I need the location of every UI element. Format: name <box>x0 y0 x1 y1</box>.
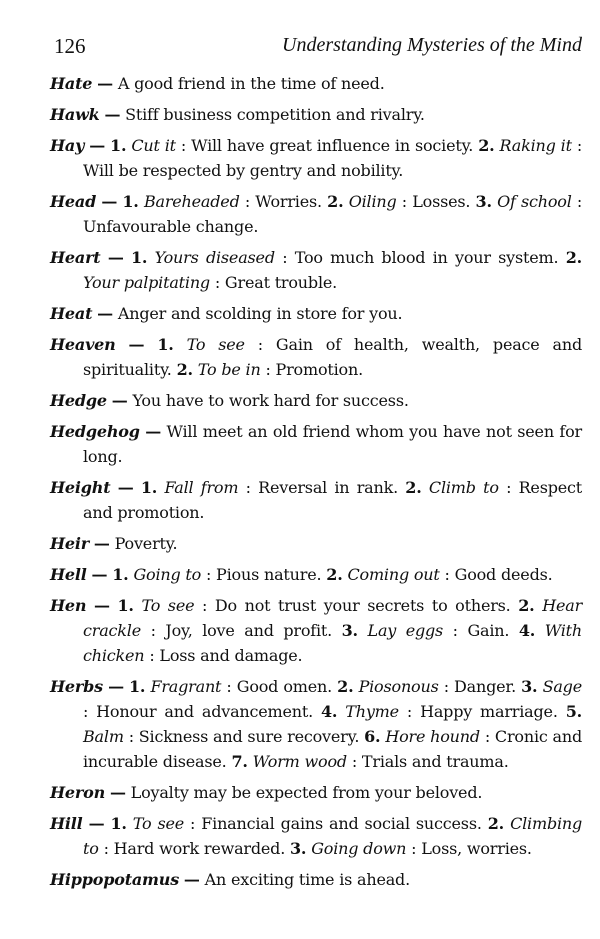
em-dash: — <box>88 814 105 833</box>
em-dash: — <box>93 534 110 553</box>
em-dash: — <box>145 422 162 441</box>
condition: Of school <box>497 192 572 211</box>
condition: To be in <box>197 360 261 379</box>
entry-term: Hen <box>50 596 87 615</box>
meaning: An exciting time is ahead. <box>204 870 410 889</box>
em-dash: — <box>104 105 121 124</box>
condition: Yours diseased <box>154 248 275 267</box>
meaning: : Unfavourable change. <box>83 192 583 236</box>
em-dash: — <box>91 565 108 584</box>
em-dash: — <box>111 391 128 410</box>
meaning: : Danger. <box>443 677 516 696</box>
dream-entry <box>50 475 582 525</box>
condition: Bareheaded <box>143 192 240 211</box>
entry-term: Hay <box>50 136 85 155</box>
sense-number: 2. <box>326 565 343 584</box>
meaning: : Reversal in rank. <box>245 478 398 497</box>
em-dash: — <box>108 677 124 696</box>
sense-number: 3. <box>341 621 358 640</box>
meaning: : Hard work rewarded. <box>103 839 286 858</box>
condition: Hear crackle <box>83 596 583 640</box>
sense-number: 2. <box>405 478 422 497</box>
entry-term: Hedge <box>50 391 107 410</box>
meaning: Stiff business competition and rivalry. <box>125 105 425 124</box>
entry-term: Herbs <box>50 677 103 696</box>
sense-number: 1. <box>157 335 174 354</box>
meaning: : Great trouble. <box>214 273 338 292</box>
meaning: Anger and scolding in store for you. <box>117 304 403 323</box>
condition: With chicken <box>83 621 582 665</box>
condition: Sage <box>542 677 582 696</box>
condition: Climb to <box>428 478 499 497</box>
meaning: : Joy, love and profit. <box>150 621 333 640</box>
dream-entry <box>50 301 582 326</box>
dream-entry <box>50 332 582 382</box>
sense-number: 2. <box>327 192 344 211</box>
em-dash: — <box>101 192 118 211</box>
dream-entry <box>50 133 582 183</box>
entry-term: Height <box>50 478 111 497</box>
entry-term: Hill <box>50 814 83 833</box>
condition: Thyme <box>345 702 399 721</box>
page-number: 126 <box>54 34 86 58</box>
dream-entry <box>50 780 582 805</box>
em-dash: — <box>89 136 106 155</box>
sense-number: 6. <box>364 727 381 746</box>
meaning: : Losses. <box>401 192 471 211</box>
sense-number: 3. <box>290 839 307 858</box>
entry-term: Head <box>50 192 97 211</box>
dream-entry <box>50 811 582 861</box>
condition: Fall from <box>164 478 239 497</box>
meaning: Will meet an old friend whom you have not seen for long. <box>83 422 583 466</box>
running-title: Understanding Mysteries of the Mind <box>282 34 582 56</box>
condition: Coming out <box>347 565 440 584</box>
meaning: : Gain. <box>452 621 510 640</box>
em-dash: — <box>107 248 124 267</box>
meaning: You have to work hard for success. <box>132 391 409 410</box>
em-dash: — <box>109 783 126 802</box>
meaning: : Happy marriage. <box>406 702 558 721</box>
em-dash: — <box>97 304 113 323</box>
meaning: A good friend in the time of need. <box>117 74 385 93</box>
condition: To see <box>141 596 195 615</box>
entry-term: Hawk <box>50 105 100 124</box>
em-dash: — <box>97 74 113 93</box>
meaning: : Loss, worries. <box>411 839 532 858</box>
sense-number: 1. <box>131 248 148 267</box>
dream-entry <box>50 562 582 587</box>
dream-entry <box>50 189 582 239</box>
entry-term: Heaven <box>50 335 116 354</box>
condition: Fragrant <box>150 677 222 696</box>
condition: Your palpitating <box>83 273 210 292</box>
condition: Climbing to <box>83 814 583 858</box>
dream-entry <box>50 674 582 774</box>
sense-number: 1. <box>117 596 134 615</box>
dream-entry <box>50 419 582 469</box>
entry-term: Hate <box>50 74 93 93</box>
meaning: : Promotion. <box>265 360 363 379</box>
condition: To see <box>132 814 185 833</box>
meaning: : Pious nature. <box>205 565 322 584</box>
meaning: : Loss and damage. <box>149 646 303 665</box>
meaning: : Respect and promotion. <box>83 478 583 522</box>
meaning: : Financial gains and social success. <box>190 814 482 833</box>
sense-number: 3. <box>475 192 492 211</box>
sense-number: 4. <box>320 702 338 721</box>
condition: Raking it <box>499 136 572 155</box>
dream-entry <box>50 867 582 892</box>
meaning: : Do not trust your secrets to others. <box>202 596 511 615</box>
condition: Balm <box>83 727 124 746</box>
condition: Piosonous <box>358 677 439 696</box>
sense-number: 2. <box>337 677 354 696</box>
entry-term: Hippopotamus <box>50 870 180 889</box>
sense-number: 5. <box>565 702 582 721</box>
condition: Going down <box>311 839 407 858</box>
meaning: : Gain of health, wealth, peace and spirituality. <box>83 335 583 379</box>
condition: To see <box>186 335 245 354</box>
page-header <box>0 34 600 64</box>
sense-number: 1. <box>110 136 127 155</box>
condition: Lay eggs <box>367 621 444 640</box>
meaning: Poverty. <box>114 534 178 553</box>
entry-term: Heron <box>50 783 106 802</box>
condition: Going to <box>133 565 202 584</box>
meaning: : Sickness and sure recovery. <box>128 727 360 746</box>
meaning: : Will be respected by gentry and nobility. <box>83 136 583 180</box>
meaning: : Good omen. <box>226 677 333 696</box>
condition: Hore hound <box>385 727 480 746</box>
dream-entry <box>50 593 582 668</box>
em-dash: — <box>94 596 110 615</box>
sense-number: 2. <box>565 248 583 267</box>
sense-number: 1. <box>140 478 158 497</box>
sense-number: 1. <box>129 677 146 696</box>
dream-entry <box>50 102 582 127</box>
meaning: : Cronic and incurable disease. <box>83 727 583 771</box>
meaning: : Good deeds. <box>444 565 553 584</box>
dream-entry <box>50 245 582 295</box>
dictionary-entries <box>50 71 582 898</box>
meaning: : Will have great influence in society. <box>180 136 474 155</box>
sense-number: 7. <box>231 752 248 771</box>
entry-term: Hedgehog <box>50 422 140 441</box>
meaning: : Honour and advancement. <box>83 702 314 721</box>
sense-number: 1. <box>112 565 129 584</box>
meaning: : Worries. <box>244 192 322 211</box>
sense-number: 1. <box>110 814 127 833</box>
condition: Cut it <box>131 136 176 155</box>
dream-entry <box>50 71 582 96</box>
meaning: : Too much blood in your system. <box>282 248 559 267</box>
entry-term: Heat <box>50 304 93 323</box>
sense-number: 2. <box>487 814 505 833</box>
sense-number: 3. <box>521 677 538 696</box>
condition: Oiling <box>348 192 397 211</box>
em-dash: — <box>128 335 145 354</box>
sense-number: 1. <box>122 192 139 211</box>
entry-term: Hell <box>50 565 87 584</box>
entry-term: Heir <box>50 534 90 553</box>
sense-number: 2. <box>518 596 535 615</box>
sense-number: 4. <box>518 621 536 640</box>
sense-number: 2. <box>176 360 193 379</box>
sense-number: 2. <box>478 136 495 155</box>
meaning: : Trials and trauma. <box>351 752 509 771</box>
condition: Worm wood <box>252 752 347 771</box>
dream-entry <box>50 531 582 556</box>
meaning: Loyalty may be expected from your beloved. <box>130 783 483 802</box>
em-dash: — <box>183 870 200 889</box>
entry-term: Heart <box>50 248 101 267</box>
dream-entry <box>50 388 582 413</box>
em-dash: — <box>117 478 134 497</box>
